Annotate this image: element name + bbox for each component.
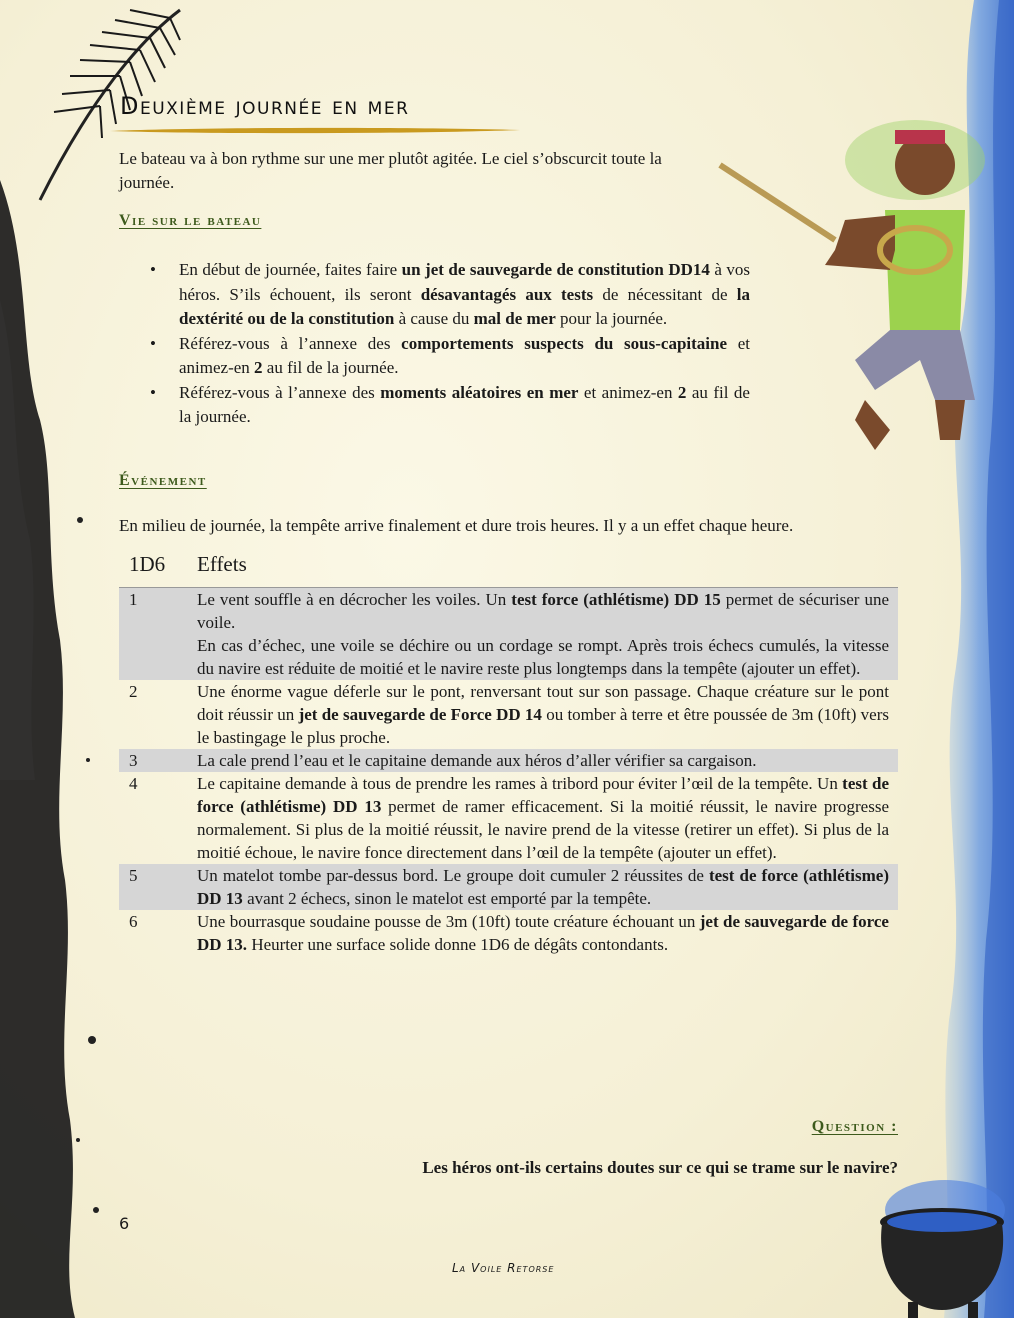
bold-text: jet de sauvegarde de force DD 13. (197, 911, 889, 954)
section-heading-question: Question : (811, 1118, 898, 1135)
section-heading-vie-sur-le-bateau: Vie sur le bateau (119, 212, 262, 229)
cauldron-illustration (870, 1160, 1010, 1318)
bold-text: jet de sauvegarde de Force DD 14 (298, 704, 542, 724)
footer-title: La Voile Retorse (452, 1261, 555, 1275)
bold-text: moments aléatoires en mer (380, 382, 579, 402)
text: Référez-vous à l’annexe des (179, 382, 381, 402)
text: Une énorme vague déferle sur le pont, renversant tout sur son passage. Chaque créature sur le pont doit réussir un (197, 681, 889, 724)
text: En début de journée, faites faire (179, 260, 402, 279)
table-row (119, 680, 898, 749)
bullet-list (150, 258, 750, 430)
text: au fil de la journée. (262, 358, 399, 377)
table-header-row (119, 549, 898, 587)
list-item (150, 332, 750, 381)
text: de nécessitant de (593, 284, 737, 304)
sailor-pulling-rope-illustration (715, 100, 1005, 480)
text: Référez-vous à l’annexe des (179, 333, 402, 353)
effects-table (119, 549, 898, 956)
list-item (150, 258, 750, 332)
page-title: Deuxième journée en mer (120, 92, 410, 120)
text: Un matelot tombe par-dessus bord. Le groupe doit cumuler 2 réussites de (197, 865, 709, 885)
effect-cell (187, 772, 898, 864)
text: La cale prend l’eau et le capitaine demande aux héros d’aller vérifier sa cargaison. (197, 750, 757, 770)
text: En cas d’échec, une voile se déchire ou un cordage se rompt. Après trois échecs cumulés, la vitesse du navire est réduite de moitié et le navire reste plus longtemps dans la tempête (ajouter un effet). (197, 635, 889, 678)
intro-paragraph: Le bateau va à bon rythme sur une mer plutôt agitée. Le ciel s’obscurcit toute la journée. (119, 149, 662, 192)
bold-text: comportements suspects du sous-capitaine (401, 333, 728, 353)
text: permet de ramer efficacement. Si la moitié réussit, le navire progresse normalement. Si plus de la moitié réussit, le navire prend de la vitesse (retirer un effet). Si plus de la moitié échoue, le navire fonce directement dans l’œil de la tempête (ajouter un effet). (197, 796, 889, 862)
roll-number: 2 (129, 681, 138, 701)
list-item (150, 381, 750, 430)
effect-cell (187, 910, 898, 956)
text: avant 2 échecs, sinon le matelot est emporté par la tempête. (242, 888, 652, 908)
text: Le vent souffle à en décrocher les voiles. Un (197, 589, 512, 609)
effect-cell (187, 864, 898, 910)
table-row (119, 772, 898, 864)
table-row (119, 864, 898, 910)
text: Heurter une surface solide donne 1D6 de dégâts contondants. (247, 934, 669, 954)
title-brushstroke-icon (110, 126, 520, 134)
bold-text: 2 (677, 382, 687, 402)
bold-text: désavantagés aux tests (420, 284, 594, 304)
column-header-effets: Effets (187, 549, 898, 587)
bold-text: test de force (athlétisme) DD 13 (197, 865, 889, 908)
bold-text: mal de mer (473, 309, 556, 328)
bold-text: test force (athlétisme) DD 15 (511, 589, 721, 609)
bold-text: un jet de sauvegarde de constitution DD14 (401, 260, 710, 279)
section-heading-evenement: Événement (119, 472, 207, 489)
table-row (119, 910, 898, 956)
text: et animez-en (179, 333, 750, 377)
page-number: 6 (119, 1214, 130, 1233)
bold-text: 2 (254, 358, 263, 377)
bold-text: test de force (athlétisme) DD 13 (197, 773, 890, 816)
roll-number: 4 (129, 773, 138, 793)
evenement-paragraph: En milieu de journée, la tempête arrive finalement et dure trois heures. Il y a un effet chaque heure. (119, 516, 794, 535)
effect-cell (187, 749, 898, 772)
roll-number: 1 (119, 587, 187, 680)
column-header-1d6: 1D6 (119, 549, 187, 587)
text: Le capitaine demande à tous de prendre les rames à tribord pour éviter l’œil de la tempête. Un (197, 773, 843, 793)
roll-number: 3 (119, 749, 187, 772)
question-text: Les héros ont-ils certains doutes sur ce qui se trame sur le navire? (422, 1158, 898, 1177)
text: à cause du (394, 309, 474, 328)
bold-text: la dextérité ou de la constitution (179, 284, 750, 328)
text: et animez-en (578, 382, 678, 402)
text: au fil de la journée. (179, 382, 750, 426)
text: Une bourrasque soudaine pousse de 3m (10ft) toute créature échouant un (197, 911, 700, 931)
table-row (119, 749, 898, 772)
text: à vos héros. S’ils échouent, ils seront (179, 260, 750, 304)
effect-cell (187, 680, 898, 749)
effect-cell (187, 587, 898, 680)
table-row (119, 587, 898, 680)
roll-number: 6 (129, 911, 138, 931)
text: ou tomber à terre et être poussée de 3m (10ft) vers le bastingage le plus proche. (197, 704, 890, 747)
text: pour la journée. (555, 309, 668, 328)
text: permet de sécuriser une voile. (197, 589, 889, 632)
roll-number: 5 (119, 864, 187, 910)
